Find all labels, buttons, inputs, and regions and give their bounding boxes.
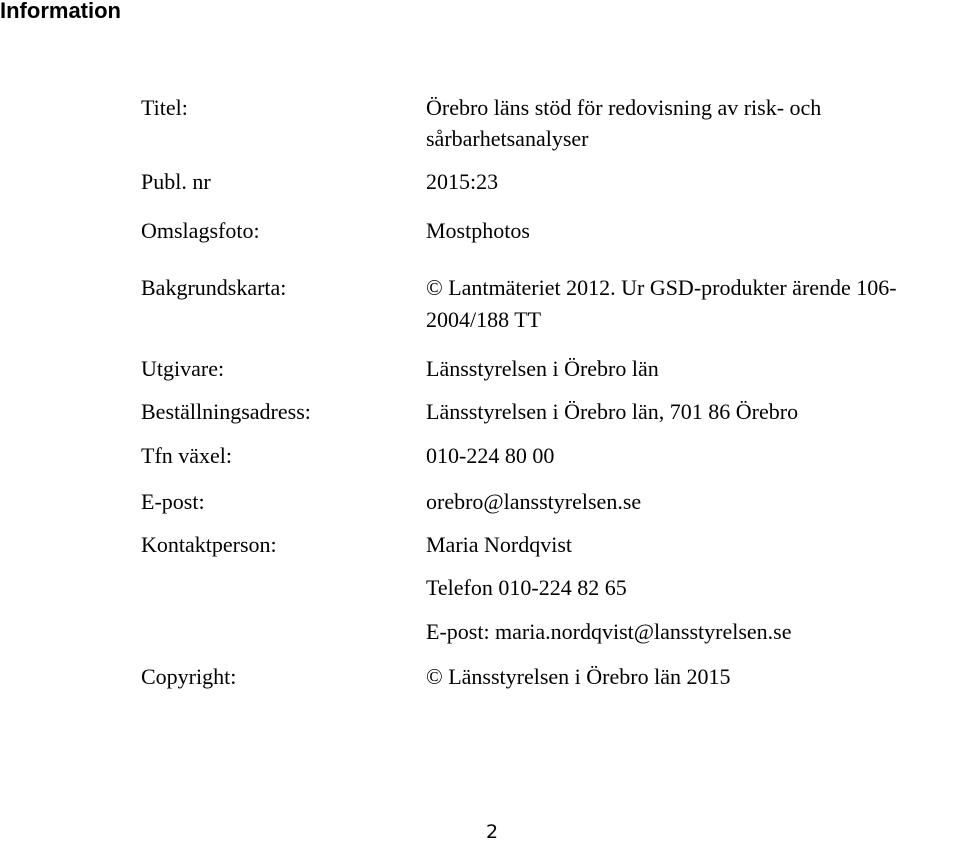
label-epost: E-post: — [141, 489, 205, 514]
label-bakgrundskarta: Bakgrundskarta: — [141, 275, 287, 300]
value-omslagsfoto: Mostphotos — [426, 218, 530, 243]
section-heading: Information — [0, 0, 121, 23]
value-bakgrundskarta-line1: © Lantmäteriet 2012. Ur GSD-produkter ärende 106- — [426, 275, 897, 300]
value-kontaktperson-name: Maria Nordqvist — [426, 532, 573, 557]
label-copyright: Copyright: — [141, 664, 237, 689]
value-bestallningsadress: Länsstyrelsen i Örebro län, 701 86 Örebro — [426, 399, 799, 424]
page-number: 2 — [485, 821, 499, 843]
label-utgivare: Utgivare: — [141, 356, 225, 381]
value-utgivare: Länsstyrelsen i Örebro län — [426, 356, 659, 381]
value-epost: orebro@lansstyrelsen.se — [426, 489, 642, 514]
value-titel-line2: sårbarhetsanalyser — [426, 126, 589, 151]
value-tfn-vaxel: 010-224 80 00 — [426, 443, 555, 468]
label-tfn-vaxel: Tfn växel: — [141, 443, 233, 468]
label-publ-nr: Publ. nr — [141, 169, 211, 194]
value-kontaktperson-telefon: Telefon 010-224 82 65 — [426, 575, 627, 600]
value-kontaktperson-epost: E-post: maria.nordqvist@lansstyrelsen.se — [426, 619, 792, 644]
label-titel: Titel: — [141, 95, 188, 120]
value-bakgrundskarta-line2: 2004/188 TT — [426, 307, 542, 332]
value-publ-nr: 2015:23 — [426, 169, 499, 194]
label-bestallningsadress: Beställningsadress: — [141, 399, 311, 424]
label-omslagsfoto: Omslagsfoto: — [141, 218, 260, 243]
value-titel-line1: Örebro läns stöd för redovisning av risk- och — [426, 95, 822, 120]
label-kontaktperson: Kontaktperson: — [141, 532, 277, 557]
value-copyright: © Länsstyrelsen i Örebro län 2015 — [426, 664, 731, 689]
